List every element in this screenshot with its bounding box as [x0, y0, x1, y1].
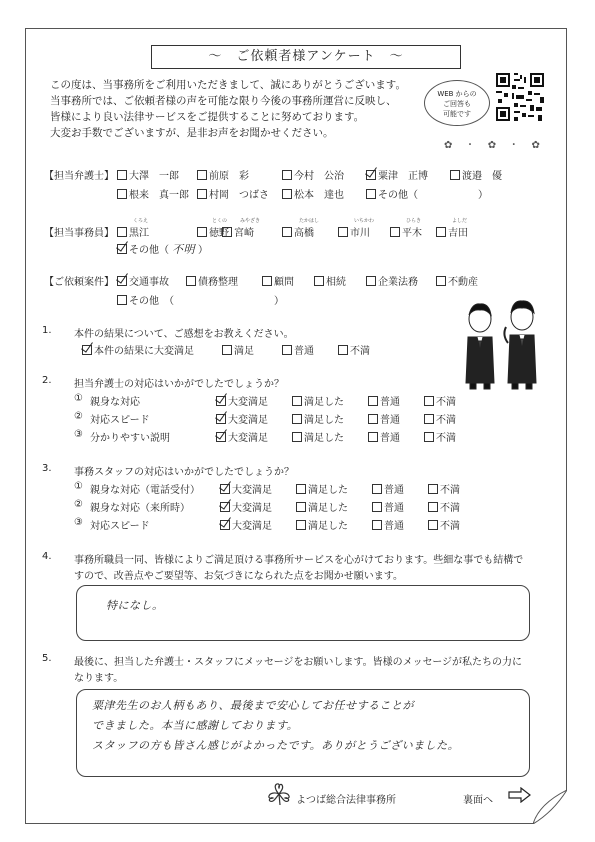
page-curl-icon [533, 790, 567, 824]
lawyer-option[interactable]: 前原 彩 [197, 167, 249, 182]
checkbox-checked[interactable] [216, 414, 226, 424]
survey-sheet [25, 28, 567, 824]
checkbox[interactable] [292, 396, 302, 406]
q3-option[interactable]: 普通 [372, 481, 404, 496]
row-mark: ③ [74, 429, 83, 440]
checkbox[interactable] [368, 432, 378, 442]
checkbox[interactable] [222, 227, 232, 237]
q3-option[interactable]: 満足した [296, 499, 348, 514]
ruby-text: たかはし [299, 218, 320, 224]
checkbox-checked[interactable] [220, 484, 230, 494]
case-option[interactable]: 相続 [314, 273, 346, 288]
lawyer-option[interactable]: 渡邉 優 [450, 167, 502, 182]
lawyers-illustration-icon [458, 297, 548, 393]
row-label: 親身な対応 [90, 397, 140, 408]
q3-option[interactable]: 普通 [372, 499, 404, 514]
row-mark: ① [74, 393, 83, 404]
q5-answer-line-2[interactable]: できました。本当に感謝しております。 [92, 719, 299, 732]
checkbox[interactable] [197, 227, 207, 237]
staff-option[interactable]: 黒江 [117, 224, 149, 239]
lawyer-option[interactable]: 今村 公治 [282, 167, 344, 182]
staff-option[interactable]: 宮崎 [222, 224, 254, 239]
q3-option[interactable]: 大変満足 [220, 517, 272, 532]
checkbox[interactable] [338, 345, 348, 355]
q3-option[interactable]: 不満 [428, 499, 460, 514]
qr-code-icon[interactable] [494, 71, 546, 123]
lawyer-label: 【担当弁護士】 [44, 171, 114, 182]
q1-option[interactable]: 普通 [282, 342, 314, 357]
arrow-right-icon[interactable] [508, 787, 532, 803]
question-3-text: 事務スタッフの対応はいかがでしたでしょうか？ [74, 467, 294, 478]
q2-option[interactable]: 満足した [292, 393, 344, 408]
lawyer-option[interactable]: 村岡 つばさ [197, 186, 269, 201]
web-answer-bubble [424, 80, 490, 126]
checkbox[interactable] [292, 414, 302, 424]
case-option-other[interactable]: その他 （ ） [117, 292, 284, 307]
checkbox[interactable] [372, 484, 382, 494]
q2-option[interactable]: 普通 [368, 429, 400, 444]
q2-option[interactable]: 普通 [368, 411, 400, 426]
checkbox[interactable] [338, 227, 348, 237]
checkbox[interactable] [372, 502, 382, 512]
checkbox[interactable] [314, 276, 324, 286]
checkbox[interactable] [117, 227, 127, 237]
case-label: 【ご依頼案件】 [44, 277, 114, 288]
checkbox[interactable] [450, 170, 460, 180]
checkbox[interactable] [428, 484, 438, 494]
checkbox[interactable] [262, 276, 272, 286]
q3-option[interactable]: 不満 [428, 481, 460, 496]
checkbox[interactable] [366, 189, 376, 199]
q3-option[interactable]: 普通 [372, 517, 404, 532]
page-curl-corner [533, 790, 567, 824]
staff-option[interactable]: 吉田 [436, 224, 468, 239]
intro-line-3: 皆様により良い法律サービスをご提供することに努めております。 [50, 111, 365, 123]
row-label: 対応スピード [90, 415, 150, 426]
checkbox[interactable] [282, 227, 292, 237]
clover-decoration-icon: ✿ ･ ✿ ･ ✿ [444, 140, 546, 151]
question-5-text-line-2: なります。 [74, 673, 124, 684]
q2-option[interactable]: 大変満足 [216, 429, 268, 444]
checkbox[interactable] [436, 276, 446, 286]
ruby-text: いちかわ [354, 218, 375, 224]
row-mark: ② [74, 499, 83, 510]
checkbox[interactable] [296, 502, 306, 512]
q5-answer-line-3[interactable]: スタッフの方も皆さん感じがよかったです。ありがとうございました。 [92, 739, 460, 752]
staff-option[interactable]: 平木 [390, 224, 422, 239]
q3-option[interactable]: 満足した [296, 481, 348, 496]
intro-line-1: この度は、当事務所をご利用いただきまして、誠にありがとうございます。 [50, 79, 406, 91]
q4-answer[interactable]: 特になし。 [106, 599, 164, 612]
q2-option[interactable]: 満足した [292, 411, 344, 426]
staff-option-other[interactable]: その他（ 不明 ） [117, 241, 208, 257]
q1-option[interactable]: 満足 [222, 342, 254, 357]
question-number: 1. [42, 325, 52, 336]
bubble-line-2: ご回答も [443, 100, 471, 108]
q1-option[interactable]: 不満 [338, 342, 370, 357]
staff-label: 【担当事務員】 [44, 228, 114, 239]
row-label: 分かりやすい説明 [90, 433, 170, 444]
row-label: 親身な対応（電話受付） [90, 485, 200, 496]
checkbox[interactable] [390, 227, 400, 237]
checkbox[interactable] [424, 396, 434, 406]
question-number: 4. [42, 551, 52, 562]
q3-option[interactable]: 満足した [296, 517, 348, 532]
case-option[interactable]: 企業法務 [366, 273, 418, 288]
checkbox[interactable] [282, 170, 292, 180]
case-option[interactable]: 交通事故 [117, 273, 169, 288]
checkbox[interactable] [117, 189, 127, 199]
checkbox[interactable] [197, 170, 207, 180]
q2-option[interactable]: 普通 [368, 393, 400, 408]
q4-answer-box[interactable] [76, 585, 530, 641]
question-1-text: 本件の結果について、ご感想をお教えください。 [74, 329, 294, 340]
bubble-line-1: WEB からの [437, 90, 477, 98]
checkbox[interactable] [296, 520, 306, 530]
lawyer-option-other[interactable]: その他（ ） [366, 186, 488, 201]
q3-option[interactable]: 大変満足 [220, 481, 272, 496]
ruby-text: とくの [212, 218, 228, 224]
q2-option[interactable]: 不満 [424, 429, 456, 444]
question-number: 2. [42, 375, 52, 386]
intro-line-2: 当事務所では、ご依頼者様の声を可能な限り今後の事務所運営に反映し、 [50, 95, 397, 107]
checkbox[interactable] [428, 520, 438, 530]
q5-answer-line-1[interactable]: 粟津先生のお人柄もあり、最後まで安心してお任せすることが [92, 699, 414, 712]
ruby-text: みやざき [240, 218, 261, 224]
row-mark: ② [74, 411, 83, 422]
checkbox[interactable] [222, 345, 232, 355]
checkbox[interactable] [424, 414, 434, 424]
row-label: 親身な対応（来所時） [90, 503, 190, 514]
q2-option[interactable]: 満足した [292, 429, 344, 444]
clover-logo-icon [266, 781, 292, 807]
checkbox-checked[interactable] [366, 170, 376, 180]
case-option[interactable]: 不動産 [436, 273, 478, 288]
q1-option[interactable]: 本件の結果に大変満足 [82, 342, 194, 357]
checkbox-checked[interactable] [82, 345, 92, 355]
staff-option[interactable]: 徳野 [197, 224, 229, 239]
staff-option[interactable]: 高橋 [282, 224, 314, 239]
checkbox[interactable] [282, 345, 292, 355]
question-number: 5. [42, 653, 52, 664]
row-mark: ① [74, 481, 83, 492]
q2-option[interactable]: 不満 [424, 411, 456, 426]
checkbox[interactable] [368, 414, 378, 424]
checkbox[interactable] [424, 432, 434, 442]
checkbox[interactable] [296, 484, 306, 494]
intro-line-4: 大変お手数でございますが、是非お声をお聞かせください。 [50, 127, 334, 139]
q3-option[interactable]: 不満 [428, 517, 460, 532]
bubble-line-3: 可能です [443, 110, 471, 118]
ruby-text: ひらき [406, 218, 422, 224]
checkbox[interactable] [186, 276, 196, 286]
question-2-text: 担当弁護士の対応はいかがでしたでしょうか？ [74, 379, 284, 390]
q2-option[interactable]: 不満 [424, 393, 456, 408]
question-4-text-line-1: 事務所職員一同、皆様によりご満足頂ける事務所サービスを心がけております。些細な事でも結構で [74, 555, 524, 566]
firm-name: よつば総合法律事務所 [296, 795, 396, 806]
lawyer-option[interactable]: 大澤 一郎 [117, 167, 179, 182]
checkbox[interactable] [428, 502, 438, 512]
checkbox[interactable] [197, 189, 207, 199]
checkbox-checked[interactable] [216, 432, 226, 442]
checkbox[interactable] [117, 170, 127, 180]
case-option[interactable]: 債務整理 [186, 273, 238, 288]
lawyer-option[interactable]: 松本 達也 [282, 186, 344, 201]
checkbox-checked[interactable] [220, 520, 230, 530]
staff-option[interactable]: 市川 [338, 224, 370, 239]
checkbox-checked[interactable] [220, 502, 230, 512]
checkbox-checked[interactable] [216, 396, 226, 406]
checkbox[interactable] [117, 295, 127, 305]
question-number: 3. [42, 463, 52, 474]
row-label: 対応スピード [90, 521, 150, 532]
lawyer-option[interactable]: 根来 真一郎 [117, 186, 189, 201]
page-title: ～ ご依頼者様アンケート ～ [151, 45, 461, 69]
checkbox[interactable] [372, 520, 382, 530]
lawyer-option[interactable]: 粟津 正博 [366, 167, 428, 182]
row-mark: ③ [74, 517, 83, 528]
checkbox[interactable] [366, 276, 376, 286]
ruby-text: よしだ [452, 218, 468, 224]
next-page-text: 裏面へ [463, 795, 493, 806]
question-5-text-line-1: 最後に、担当した弁護士・スタッフにメッセージをお願いします。皆様のメッセージが私たちの力に [74, 657, 522, 668]
q3-option[interactable]: 大変満足 [220, 499, 272, 514]
q2-option[interactable]: 大変満足 [216, 411, 268, 426]
question-4-text-line-2: すので、改善点やご要望等、お気づきになられた点をお聞かせ願います。 [74, 571, 403, 582]
staff-other-answer[interactable]: 不明 [172, 243, 195, 256]
checkbox[interactable] [282, 189, 292, 199]
checkbox-checked[interactable] [117, 276, 127, 286]
ruby-text: くろえ [133, 218, 149, 224]
checkbox[interactable] [292, 432, 302, 442]
q2-option[interactable]: 大変満足 [216, 393, 268, 408]
checkbox[interactable] [436, 227, 446, 237]
case-option[interactable]: 顧問 [262, 273, 294, 288]
checkbox[interactable] [368, 396, 378, 406]
checkbox-checked[interactable] [117, 244, 127, 254]
